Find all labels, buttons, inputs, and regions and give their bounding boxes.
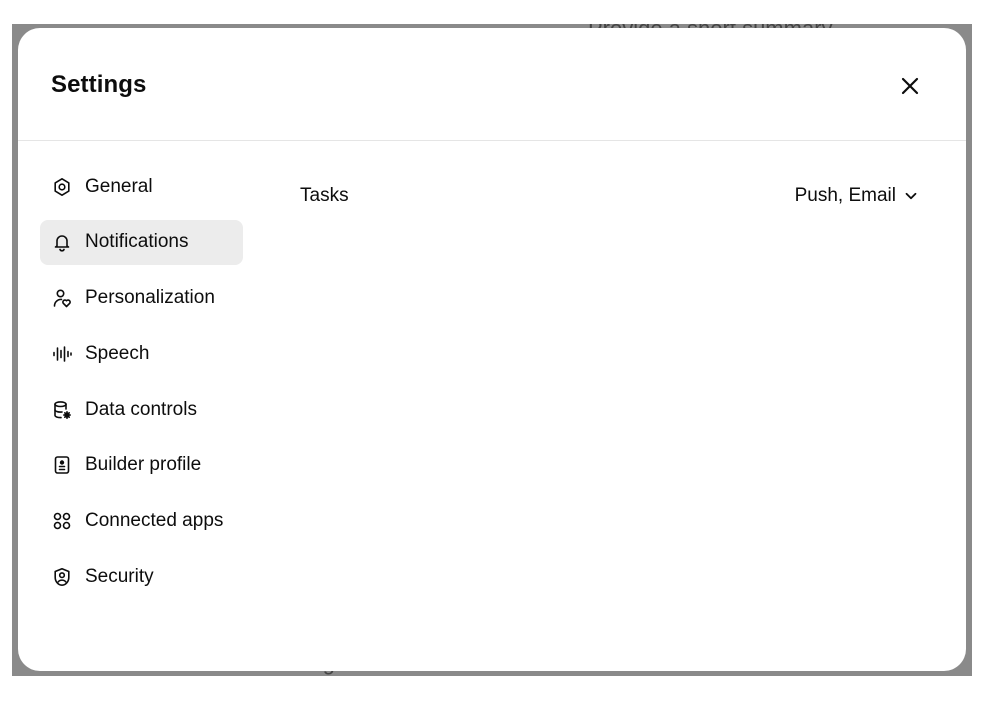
close-button[interactable]	[894, 70, 926, 102]
sidebar-item-data-controls[interactable]	[40, 387, 243, 432]
person-heart-icon	[52, 288, 72, 308]
modal-header	[18, 28, 966, 141]
settings-content	[300, 176, 918, 216]
tasks-notification-dropdown[interactable]	[795, 185, 918, 207]
modal-title: Settings	[51, 71, 147, 98]
shield-user-icon	[52, 567, 72, 587]
sidebar-item-personalization[interactable]	[40, 276, 243, 321]
sidebar-item-label: Speech	[85, 342, 150, 364]
database-gear-icon	[52, 400, 72, 420]
sidebar-item-label: General	[85, 175, 153, 197]
sidebar-item-security[interactable]	[40, 555, 243, 600]
sidebar-item-label: Notifications	[85, 231, 189, 253]
settings-modal	[18, 28, 966, 671]
waveform-icon	[52, 344, 72, 364]
gear-icon	[52, 177, 72, 197]
apps-grid-icon	[52, 511, 72, 531]
tasks-dropdown-value: Push, Email	[794, 185, 896, 206]
close-icon	[901, 77, 919, 95]
tasks-label: Tasks	[300, 185, 349, 206]
sidebar-item-notifications[interactable]	[40, 220, 243, 265]
sidebar-item-connected-apps[interactable]	[40, 499, 243, 544]
tasks-setting-row	[300, 176, 918, 216]
sidebar-item-label: Security	[85, 566, 154, 588]
sidebar-item-label: Connected apps	[85, 510, 224, 532]
bell-icon	[52, 232, 72, 252]
settings-sidebar	[40, 164, 243, 610]
sidebar-item-label: Data controls	[85, 398, 197, 420]
sidebar-item-label: Builder profile	[85, 454, 202, 476]
sidebar-item-general[interactable]	[40, 164, 243, 209]
sidebar-item-label: Personalization	[85, 287, 215, 309]
chevron-down-icon	[904, 189, 918, 203]
id-card-icon	[52, 455, 72, 475]
sidebar-item-speech[interactable]	[40, 331, 243, 376]
sidebar-item-builder-profile[interactable]	[40, 443, 243, 488]
